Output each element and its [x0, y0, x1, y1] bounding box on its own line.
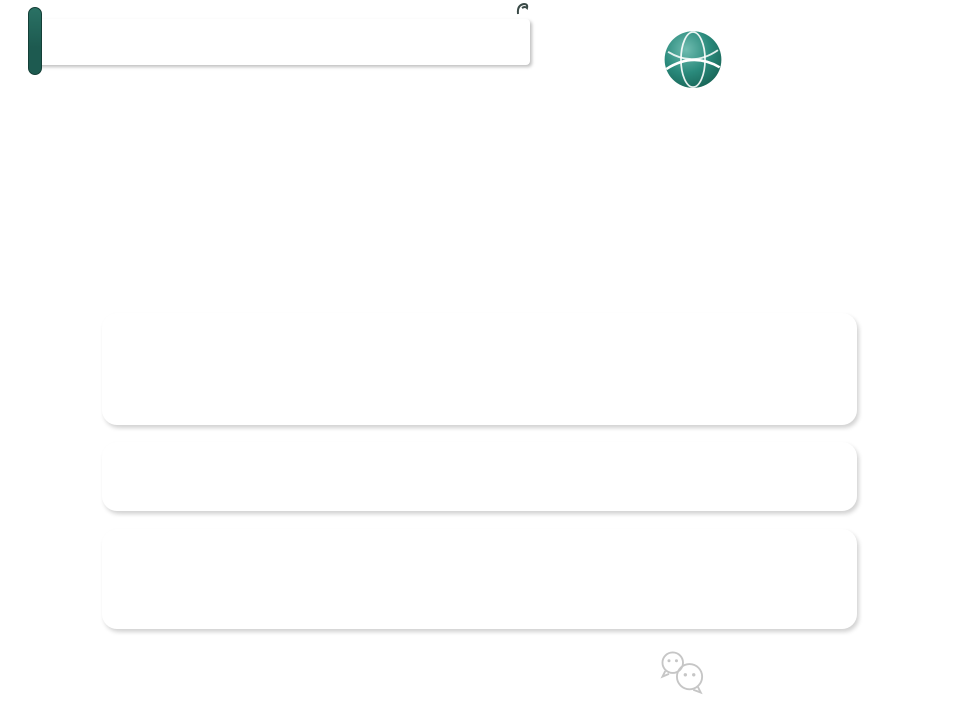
state-grid-logo: [650, 14, 742, 100]
wechat-icon: [655, 647, 711, 697]
checklist-item-1: [102, 313, 857, 425]
slide-title-banner: [36, 19, 530, 65]
qr-code: [8, 633, 100, 720]
state-grid-globe-icon: [650, 14, 736, 100]
checklist-item-2: [102, 442, 857, 511]
checklist-item-3: [102, 529, 857, 629]
decorative-curl-icon: [515, 1, 531, 17]
title-accent-pin: [28, 7, 42, 75]
qr-code-svg: [8, 633, 100, 720]
